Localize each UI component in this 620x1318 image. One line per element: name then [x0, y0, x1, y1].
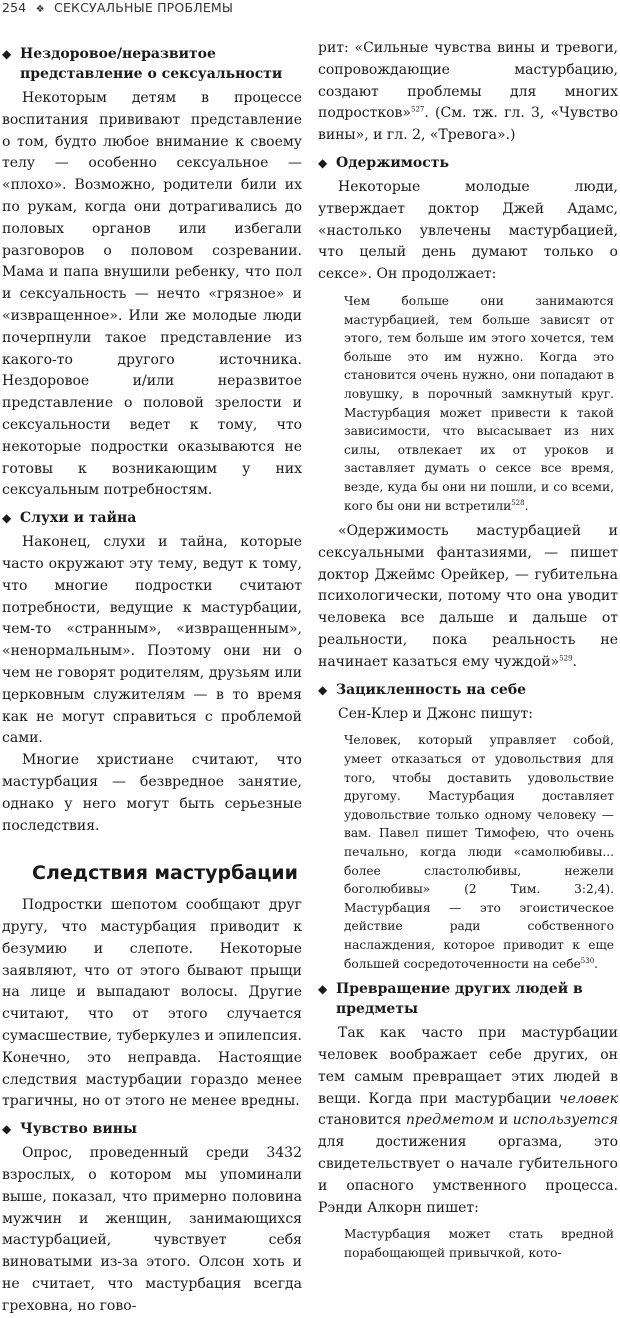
section-title: Следствия мастурбации	[32, 862, 298, 885]
diamond-bullet-icon: ◆	[318, 155, 328, 170]
paragraph: Опрос, проведенный среди 3432 взрослых, о котором мы упоминали выше, показал, что примерно половина мужчин и женщин, занимающихся мастурбацией, чувствует себя виноватыми из-за этого. Олсон хоть и не считает, что мастурбация всегда греховна, но гово-	[2, 1145, 302, 1314]
paragraph: Многие христиане считают, что мастурбация — безвредное занятие, однако у него могут быть серьезные последствия.	[2, 752, 302, 834]
diamond-bullet-icon: ◆	[318, 682, 328, 697]
block-quote: Мастурбация может стать вредной порабощающей привычкой, кото-	[344, 1227, 614, 1260]
block-quote: Человек, который управляет собой, умеет отказаться от удовольствия для того, чтобы доставить удовольствие другому. Мастурбация доставляет удовольствие только одному человеку — вам. Павел пишет Тимофею, что очень печально, когда люди «самолюбивы... более сластолюбивы, нежели боголюбивы» (2 Тим. 3:2,4). Мастурбация — это эгоистическое действие ради собственного наслаждения, которое приводит к еще большей сосредоточенности на себе$^{530}$.	[344, 733, 614, 971]
subheading-guilt: ◆ Чувство вины	[2, 1121, 138, 1138]
paragraph: рит: «Сильные чувства вины и тревоги, сопровождающие мастурбацию, создают проблемы для многих подростков»$^{527}$. (См. тж. гл. 3, «Чувство вины», и гл. 2, «Тревога».)	[318, 40, 618, 144]
diamond-bullet-icon: ◆	[2, 47, 12, 61]
subheading-self-focus: ◆ Зацикленность на себе	[318, 681, 527, 698]
running-title: СЕКСУАЛЬНЫЕ ПРОБЛЕМЫ	[54, 0, 234, 15]
paragraph: Наконец, слухи и тайна, которые часто окружают эту тему, ведут к тому, что многие подростки считают потребности, ведущие к мастурбации, чем-то «странным», «извращенным», «ненормальным». Поэтому они ни о чем не говорят родителям, друзьям или церковным служителям — в то время как не могут справиться с проблемой сами.	[2, 534, 302, 747]
subheading-rumors: ◆ Слухи и тайна	[2, 510, 137, 527]
paragraph: Так как часто при мастурбации человек воображает себе других, он тем самым превращает этих людей в вещи. Когда при мастурбации человек становится предметом и используется для достижения оргазма, это свидетельствует о начале губительного и опасного умственного процесса. Рэнди Алкорн пишет:	[318, 1025, 619, 1216]
footnote-ref: 528	[511, 498, 525, 507]
diamond-bullet-icon: ◆	[2, 1122, 12, 1137]
diamond-bullet-icon: ◆	[2, 511, 12, 526]
subheading-obsession: ◆ Одержимость	[318, 154, 449, 171]
paragraph: «Одержимость мастурбацией и сексуальными фантазиями, — пишет доктор Джеймс Орейкер, — губительна психологически, потому что она уводит человека все дальше и дальше от реальности, пока реальность не начинает казаться ему чуждой»$^{529}$.	[318, 523, 618, 670]
paragraph: Подростки шепотом сообщают друг другу, что мастурбация приводит к безумию и слепоте. Некоторые заявляют, что от этого бывают прыщи на лице и выпадают волосы. Другие считают, что от этого случается сумасшествие, туберкулез и эпилепсия. Конечно, это неправда. Настоящие следствия мастурбации гораздо менее трагичны, но от этого не менее вредны.	[2, 897, 302, 1110]
paragraph: Некоторые молодые люди, утверждает доктор Джей Адамс, «настолько увлечены мастурбацией, что целый день думают только о сексе». Он продолжает:	[318, 178, 618, 283]
subheading-unhealthy-view: ◆ Нездоровое/неразвитое представление о сексуальности	[2, 46, 283, 82]
footnote-ref: 529	[559, 654, 573, 663]
running-header	[2, 0, 233, 20]
header-separator-icon: ❖	[35, 4, 45, 15]
right-column	[318, 38, 618, 1269]
footnote-ref: 530	[580, 956, 595, 965]
page-number: 254	[2, 0, 27, 15]
diamond-bullet-icon: ◆	[318, 982, 328, 997]
subheading-objectification: ◆ Превращение других людей в предметы	[318, 981, 583, 1018]
paragraph: Некоторым детям в процессе воспитания прививают представление о том, будто любое внимание к своему телу — особенно сексуальное — «плохо». Возможно, родители били их по рукам, когда они дотрагивались до половых органов или избегали разговоров о половом созревании. Мама и папа внушили ребенку, что пол и сексуальность — нечто «грязное» и «извращенное». Или же молодые люди почерпнули такое представление из какого-то другого источника. Нездоровое и/или неразвитое представление о половой зрелости и сексуальности ведет к тому, что некоторые подростки оказываются не готовы к возникающим у них сексуальным потребностям.	[2, 90, 302, 499]
footnote-ref: 527	[410, 105, 425, 114]
block-quote: Чем больше они занимаются мастурбацией, тем больше зависят от этого, тем больше им этого хочется, тем больше это им нужно. Когда это становится очень нужно, они попадают в ловушку, в порочный замкнутый круг. Мастурбация может привести к такой зависимости, что высасывает из них силы, отвлекает их от уроков и заставляет думать о сексе все время, везде, куда бы они ни пошли, и со всеми, кого бы они ни встретили$^{528}$.	[344, 293, 614, 513]
paragraph: Сен-Клер и Джонс пишут:	[338, 705, 533, 722]
left-column	[2, 38, 302, 1318]
